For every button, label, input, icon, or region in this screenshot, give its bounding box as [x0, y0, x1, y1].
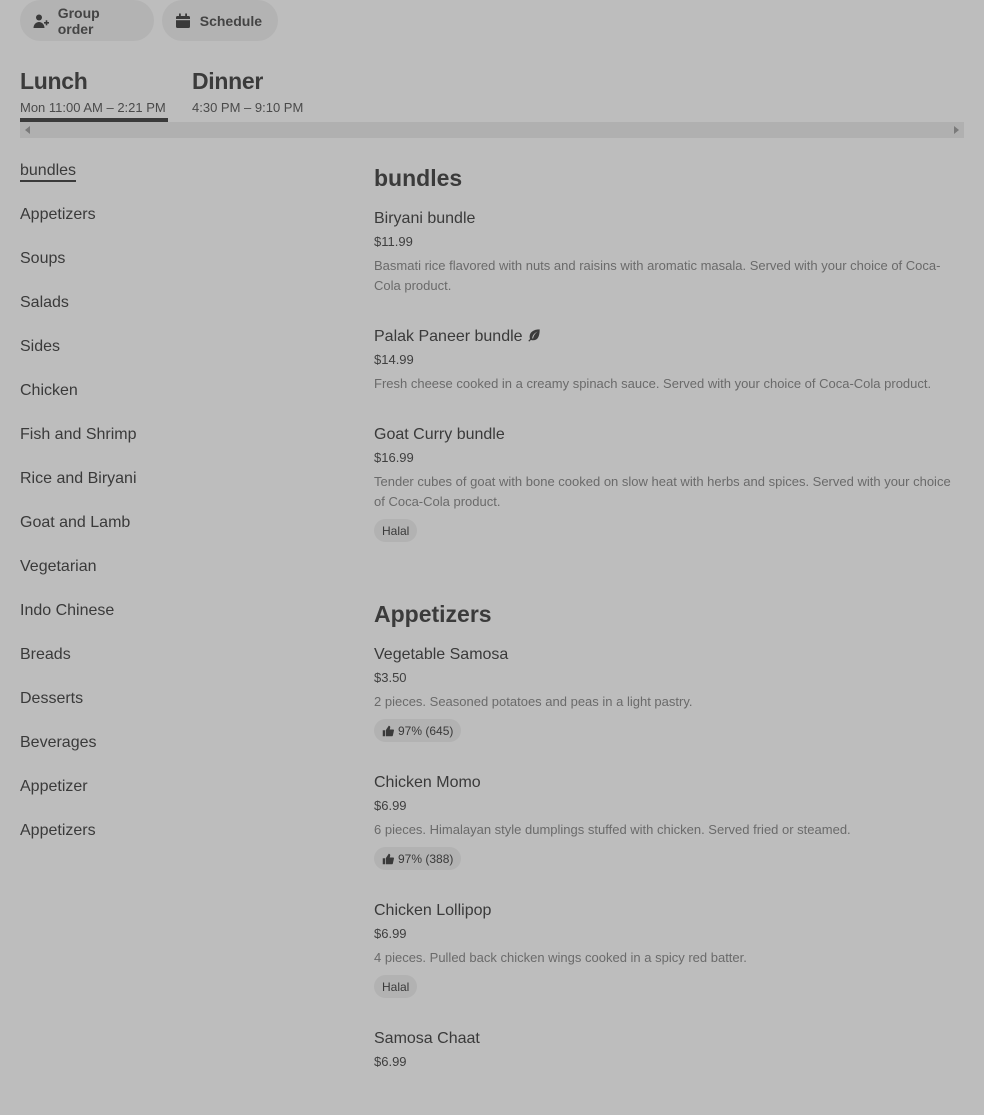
item-price: $6.99 — [374, 926, 407, 941]
tab-dinner[interactable] — [192, 66, 303, 116]
sidebar-item-bundles[interactable]: bundles — [20, 160, 320, 204]
item-price: $6.99 — [374, 798, 407, 813]
section-title: bundles — [374, 165, 463, 191]
category-sidebar — [20, 160, 320, 864]
item-name: Vegetable Samosa — [374, 646, 509, 663]
scroll-right-icon[interactable] — [954, 126, 959, 134]
menu-item-palak-paneer-bundle[interactable] — [374, 326, 954, 394]
item-name: Biryani bundle — [374, 210, 476, 227]
item-price: $14.99 — [374, 352, 414, 367]
tab-lunch-title: Lunch — [20, 68, 88, 94]
menu-content — [374, 160, 954, 1070]
menu-item-goat-curry-bundle[interactable] — [374, 424, 954, 542]
tab-dinner-hours: 4:30 PM – 9:10 PM — [192, 100, 304, 115]
item-name: Chicken Momo — [374, 774, 481, 791]
scroll-left-icon[interactable] — [25, 126, 30, 134]
sidebar-item-breads[interactable]: Breads — [20, 646, 71, 663]
section-bundles — [374, 162, 954, 542]
item-name: Chicken Lollipop — [374, 902, 492, 919]
halal-badge: Halal — [374, 519, 417, 542]
sidebar-item-soups[interactable]: Soups — [20, 250, 66, 267]
menu-item-vegetable-samosa[interactable] — [374, 644, 954, 742]
thumbs-up-icon — [382, 853, 394, 865]
item-price: $11.99 — [374, 234, 413, 249]
sidebar-item-sides[interactable]: Sides — [20, 338, 61, 355]
section-appetizers — [374, 598, 954, 1070]
menu-item-biryani-bundle[interactable] — [374, 208, 954, 296]
halal-badge: Halal — [374, 975, 417, 998]
sidebar-item-appetizer[interactable]: Appetizer — [20, 778, 88, 795]
section-title: Appetizers — [374, 601, 492, 627]
sidebar-item-appetizers[interactable]: Appetizers — [20, 206, 96, 223]
item-description: 4 pieces. Pulled back chicken wings cooked in a spicy red batter. — [374, 950, 747, 965]
leaf-icon — [527, 328, 541, 342]
item-name: Palak Paneer bundle — [374, 328, 523, 345]
sidebar-item-rice-and-biryani[interactable]: Rice and Biryani — [20, 470, 137, 487]
thumbs-up-icon — [382, 725, 394, 737]
tab-lunch-hours: Mon 11:00 AM – 2:21 PM — [20, 100, 166, 115]
sidebar-item-beverages[interactable]: Beverages — [20, 734, 97, 751]
sidebar-item-appetizers-2[interactable]: Appetizers — [20, 822, 96, 839]
schedule-label: Schedule — [199, 12, 262, 29]
sidebar-item-vegetarian[interactable]: Vegetarian — [20, 558, 97, 575]
item-description: Basmati rice flavored with nuts and raisins with aromatic masala. Served with your choice of Coca-Cola product. — [374, 258, 941, 293]
sidebar-item-salads[interactable]: Salads — [20, 294, 69, 311]
item-price: $3.50 — [374, 670, 407, 685]
menu-item-chicken-momo[interactable] — [374, 772, 954, 870]
sidebar-item-desserts[interactable]: Desserts — [20, 690, 84, 707]
item-price: $6.99 — [374, 1054, 407, 1069]
item-name: Samosa Chaat — [374, 1030, 480, 1047]
tab-lunch[interactable] — [20, 66, 166, 116]
item-description: Fresh cheese cooked in a creamy spinach sauce. Served with your choice of Coca-Cola product. — [374, 376, 932, 391]
item-description: Tender cubes of goat with bone cooked on slow heat with herbs and spices. Served with your choice of Coca-Cola product. — [374, 474, 951, 509]
sidebar-item-goat-and-lamb[interactable]: Goat and Lamb — [20, 514, 131, 531]
group-order-button[interactable] — [20, 0, 154, 41]
menu-item-chicken-lollipop[interactable] — [374, 900, 954, 998]
person-add-icon — [32, 12, 50, 30]
rating-badge: 97% (388) — [374, 847, 461, 870]
horizontal-scrollbar[interactable] — [20, 122, 964, 138]
item-description: 2 pieces. Seasoned potatoes and peas in a light pastry. — [374, 694, 693, 709]
group-order-label: Group order — [57, 4, 100, 37]
item-price: $16.99 — [374, 450, 414, 465]
item-name: Goat Curry bundle — [374, 426, 505, 443]
rating-badge: 97% (645) — [374, 719, 461, 742]
item-description: 6 pieces. Himalayan style dumplings stuffed with chicken. Served fried or steamed. — [374, 822, 851, 837]
sidebar-item-chicken[interactable]: Chicken — [20, 382, 78, 399]
menu-item-samosa-chaat[interactable] — [374, 1028, 954, 1070]
schedule-button[interactable] — [162, 0, 278, 41]
sidebar-item-fish-and-shrimp[interactable]: Fish and Shrimp — [20, 426, 137, 443]
tab-dinner-title: Dinner — [192, 68, 264, 94]
sidebar-item-indo-chinese[interactable]: Indo Chinese — [20, 602, 115, 619]
calendar-icon — [174, 12, 192, 30]
